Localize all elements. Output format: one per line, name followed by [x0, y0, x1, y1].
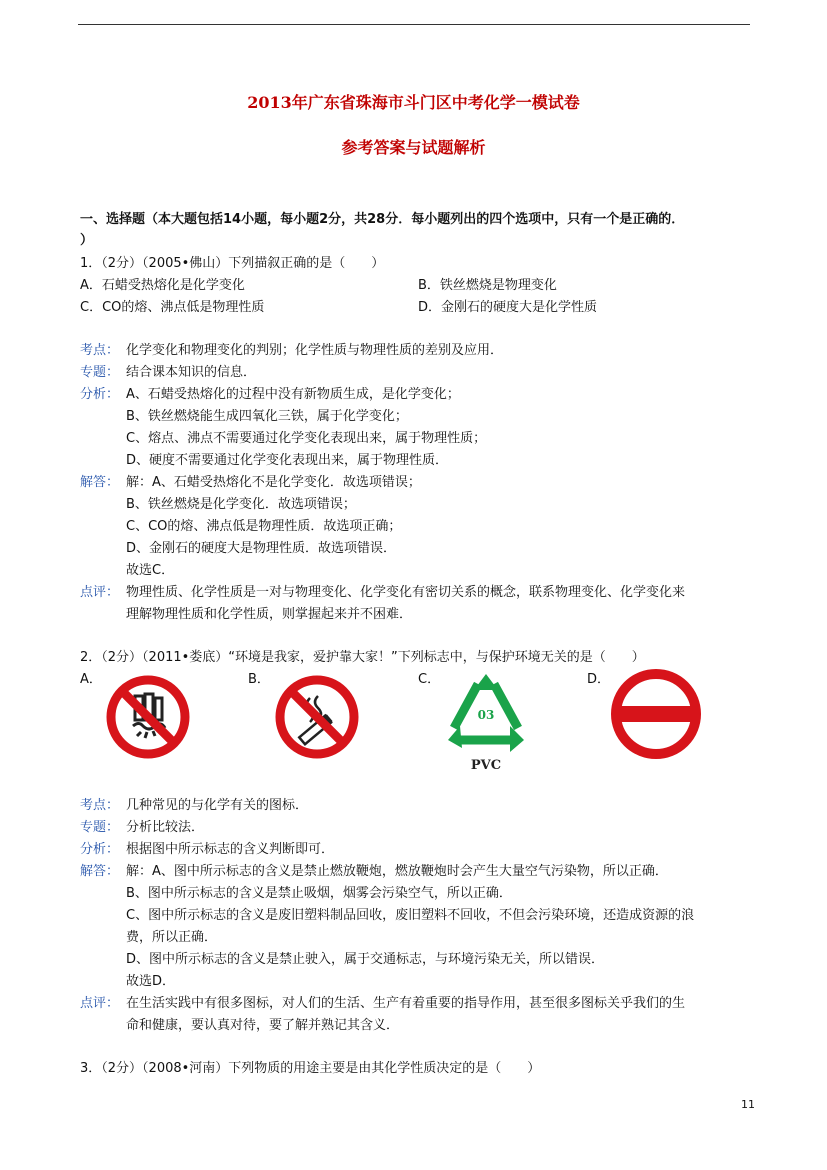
q2-jieda-label: 解答： [80, 864, 120, 879]
q1-stem: 1．（2分）（2005•佛山）下列描叙正确的是（ ） [80, 256, 385, 271]
q2-fenxi-label: 分析： [80, 842, 120, 857]
q2-option-a: A． [80, 672, 102, 687]
q1-fenxi-line: C、熔点、沸点不需要通过化学变化表现出来，属于物理性质； [126, 431, 487, 446]
q2-jieda-line: B、图中所示标志的含义是禁止吸烟，烟雾会污染空气，所以正确． [126, 886, 512, 901]
q1-option-b: B．铁丝燃烧是物理变化 [418, 278, 557, 293]
q1-fenxi-line: B、铁丝燃烧能生成四氧化三铁，属于化学变化； [126, 409, 408, 424]
q2-jieda-line: D、图中所示标志的含义是禁止驶入，属于交通标志，与环境污染无关，所以错误． [126, 952, 605, 967]
q1-fenxi-line: A、石蜡受热熔化的过程中没有新物质生成，是化学变化； [126, 387, 460, 402]
q2-jieda-line: C、图中所示标志的含义是废旧塑料制品回收，废旧塑料不回收，不但会污染环境，还造成资源的浪 [126, 908, 695, 923]
q1-jieda-line: C、CO的熔、沸点低是物理性质．故选项正确； [126, 519, 402, 534]
q2-kaodian-label: 考点： [80, 798, 120, 813]
q1-jieda-line: 解：A、石蜡受热熔化不是化学变化．故选项错误； [126, 475, 421, 490]
no-firecrackers-sign-icon [105, 674, 191, 760]
q1-jieda-line: 故选C． [126, 563, 175, 578]
q1-option-a: A．石蜡受热熔化是化学变化 [80, 278, 245, 293]
q1-kaodian: 化学变化和物理变化的判别；化学性质与物理性质的差别及应用． [126, 343, 504, 358]
q3-stem: 3．（2分）（2008•河南）下列物质的用途主要是由其化学性质决定的是（ ） [80, 1061, 541, 1076]
q2-stem: 2．（2分）（2011•娄底）“环境是我家，爱护靠大家！”下列标志中，与保护环境无关的是（ ） [80, 650, 645, 665]
q1-jieda-line: D、金刚石的硬度大是物理性质．故选项错误． [126, 541, 397, 556]
page-subtitle: 参考答案与试题解析 [341, 138, 486, 157]
q1-jieda-line: B、铁丝燃烧是化学变化．故选项错误； [126, 497, 356, 512]
q1-kaodian-label: 考点： [80, 343, 120, 358]
recycle-code: 03 [477, 708, 495, 722]
q1-dianping-line: 理解物理性质和化学性质，则掌握起来并不困难． [126, 607, 413, 622]
q1-fenxi-label: 分析： [80, 387, 120, 402]
q1-option-d: D．金刚石的硬度大是化学性质 [418, 300, 598, 315]
q2-jieda-line: 解：A、图中所示标志的含义是禁止燃放鞭炮，燃放鞭炮时会产生大量空气污染物，所以正确． [126, 864, 668, 879]
q2-dianping-line: 命和健康，要认真对待，要了解并熟记其含义． [126, 1018, 400, 1033]
no-entry-sign-icon [610, 668, 702, 760]
q2-jieda-line: 费，所以正确． [126, 930, 218, 945]
page-number: 11 [741, 1098, 755, 1111]
q1-option-c: C．CO的熔、沸点低是物理性质 [80, 300, 265, 315]
q1-jieda-label: 解答： [80, 475, 120, 490]
q1-dianping-line: 物理性质、化学性质是一对与物理变化、化学变化有密切关系的概念，联系物理变化、化学变化来 [126, 585, 686, 600]
q2-jieda-line: 故选D． [126, 974, 176, 989]
q2-zhuanti: 分析比较法． [126, 820, 205, 835]
no-smoking-sign-icon [274, 674, 360, 760]
section-heading-cont: ） [80, 233, 94, 248]
recycle-label: PVC [470, 758, 502, 773]
q1-zhuanti: 结合课本知识的信息． [126, 365, 257, 380]
header-rule [78, 24, 750, 25]
page-title: 2013年广东省珠海市斗门区中考化学一模试卷 [247, 93, 580, 112]
q2-dianping-line: 在生活实践中有很多图标，对人们的生活、生产有着重要的指导作用，甚至很多图标关乎我们的生 [126, 996, 686, 1011]
q2-dianping-label: 点评： [80, 996, 120, 1011]
section-heading: 一、选择题（本大题包括14小题，每小题2分，共28分．每小题列出的四个选项中，只有一个是正确的． [80, 212, 685, 227]
q1-fenxi-line: D、硬度不需要通过化学变化表现出来，属于物理性质． [126, 453, 449, 468]
q2-option-c: C． [418, 672, 441, 687]
q2-zhuanti-label: 专题： [80, 820, 120, 835]
q2-option-d: D． [587, 672, 611, 687]
q2-kaodian: 几种常见的与化学有关的图标． [126, 798, 309, 813]
q1-dianping-label: 点评： [80, 585, 120, 600]
q2-fenxi: 根据图中所示标志的含义判断即可． [126, 842, 335, 857]
q2-option-b: B． [248, 672, 270, 687]
q1-zhuanti-label: 专题： [80, 365, 120, 380]
